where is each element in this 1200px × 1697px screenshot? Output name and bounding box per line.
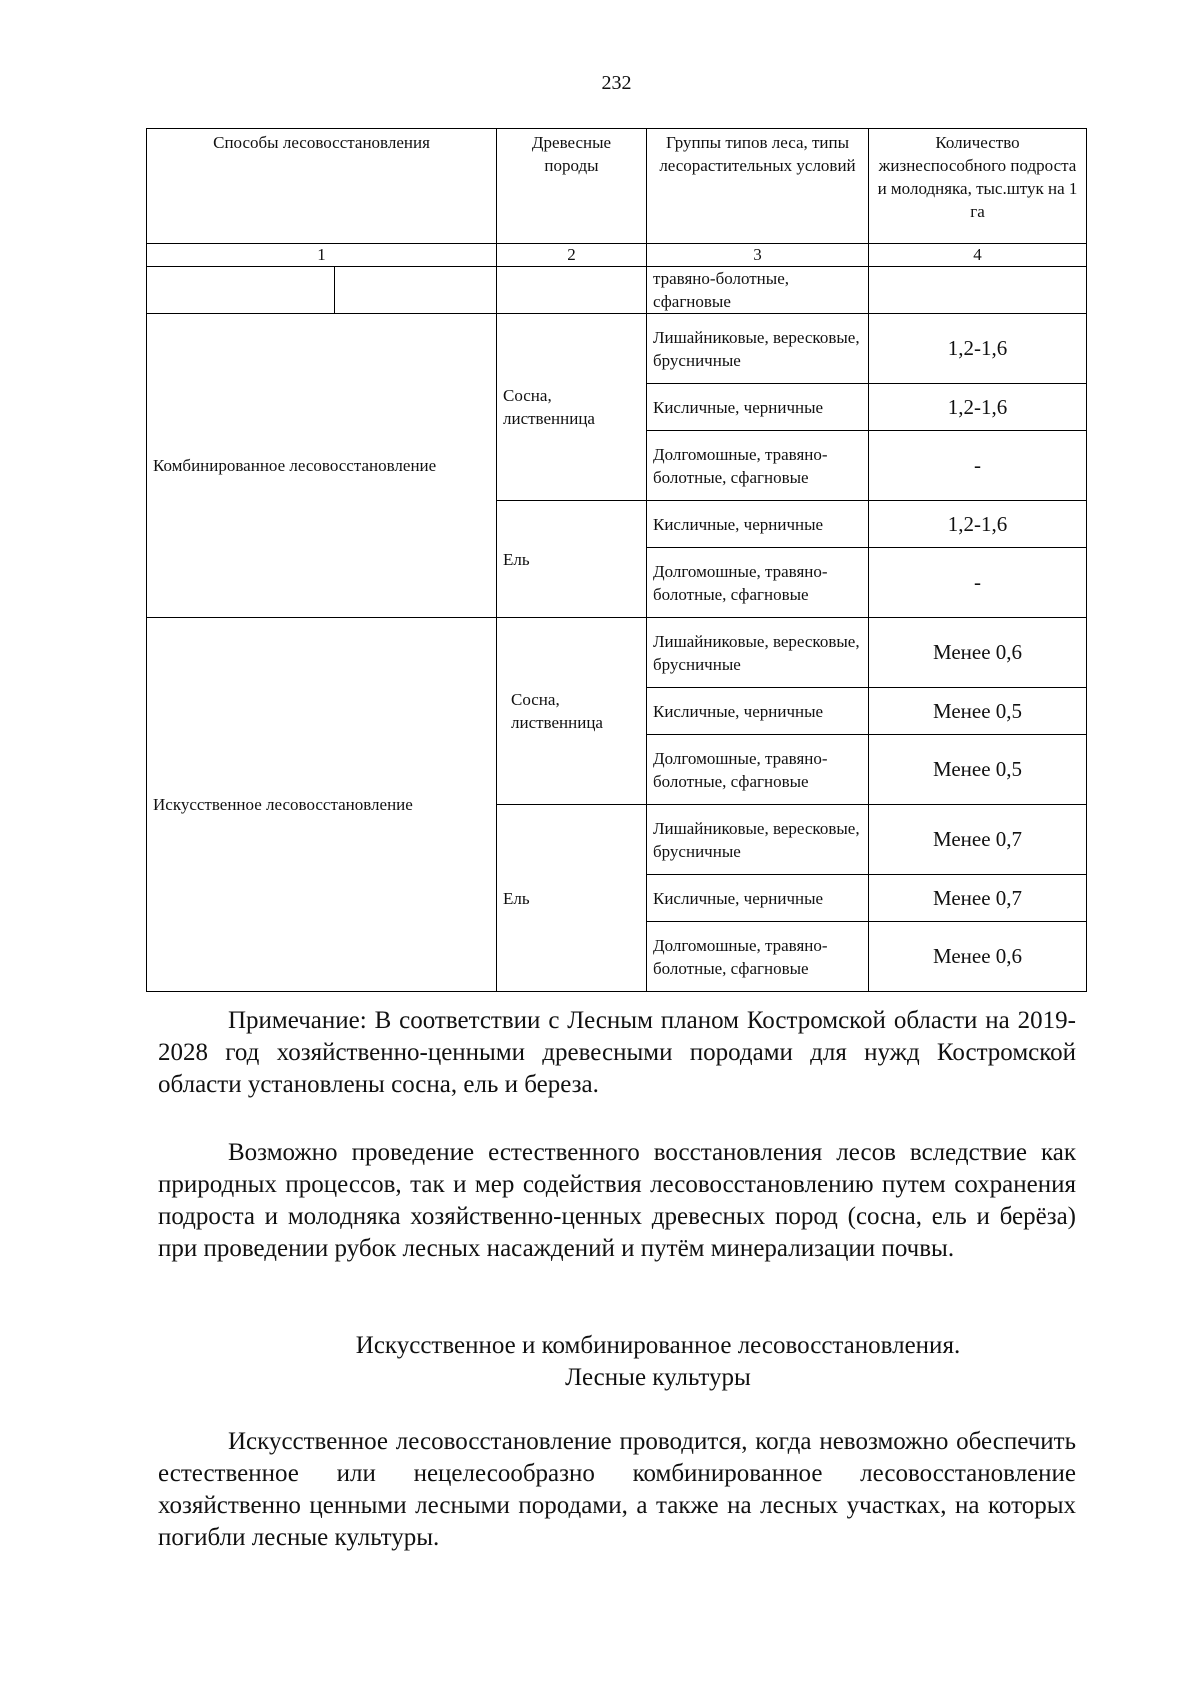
method-combined: Комбинированное лесовосстановление	[147, 314, 497, 618]
header-species: Древесные породы	[497, 129, 647, 244]
method-artificial: Искусственное лесовосстановление	[147, 618, 497, 992]
table-row	[147, 618, 1087, 688]
empty-cell	[497, 267, 647, 314]
forest-types-cell: Кисличные, черничные	[647, 875, 869, 922]
quantity-cell: Менее 0,5	[869, 688, 1087, 735]
species-spruce: Ель	[497, 805, 647, 992]
quantity-cell: 1,2-1,6	[869, 314, 1087, 384]
forest-types-cell: Долгомошные, травяно-болотные, сфагновые	[647, 922, 869, 992]
quantity-cell: Менее 0,6	[869, 618, 1087, 688]
species-pine-larch: Сосна, лиственница	[497, 314, 647, 501]
section-heading	[158, 1330, 1158, 1394]
header-methods: Способы лесовосстановления	[147, 129, 497, 244]
species-pine-larch: Сосна, лиственница	[497, 618, 647, 805]
header-quantity: Количество жизнеспособного подроста и молодняка, тыс.штук на 1 га	[869, 129, 1087, 244]
quantity-cell	[869, 267, 1087, 314]
section-heading-line-2: Лесные культуры	[565, 1364, 751, 1391]
forest-types-cell: Кисличные, черничные	[647, 384, 869, 431]
natural-regeneration-paragraph: Возможно проведение естественного восстановления лесов вследствие как природных процессов, так и мер содействия лесовосстановлению путем сохранения подроста и молодняка хозяйственно-ценных древесных пород (сосна, ель и берёза) при проведении рубок лесных насаждений и путём минерализации почвы.	[158, 1139, 1076, 1262]
quantity-cell: 1,2-1,6	[869, 501, 1087, 548]
forest-types-cell: Долгомошные, травяно-болотные, сфагновые	[647, 735, 869, 805]
quantity-cell: -	[869, 548, 1087, 618]
column-number: 2	[497, 244, 647, 267]
forest-types-cell: Долгомошные, травяно-болотные, сфагновые	[647, 548, 869, 618]
header-forest-types: Группы типов леса, типы лесорастительных условий	[647, 129, 869, 244]
quantity-cell: Менее 0,7	[869, 805, 1087, 875]
quantity-cell: Менее 0,5	[869, 735, 1087, 805]
column-number: 3	[647, 244, 869, 267]
quantity-cell: -	[869, 431, 1087, 501]
table-header-row	[147, 129, 1087, 244]
page-number: 232	[601, 72, 632, 94]
forest-types-cell: Лишайниковые, вересковые, брусничные	[647, 314, 869, 384]
table-row	[147, 267, 1087, 314]
table-row	[147, 314, 1087, 384]
column-number: 1	[147, 244, 497, 267]
column-number-row	[147, 244, 1087, 267]
reforestation-table	[146, 128, 1087, 992]
forest-types-cell: травяно-болотные, сфагновые	[647, 267, 869, 314]
species-spruce: Ель	[497, 501, 647, 618]
forest-types-cell: Лишайниковые, вересковые, брусничные	[647, 805, 869, 875]
quantity-cell: Менее 0,7	[869, 875, 1087, 922]
quantity-cell: Менее 0,6	[869, 922, 1087, 992]
note-paragraph: Примечание: В соответствии с Лесным планом Костромской области на 2019-2028 год хозяйственно-ценными древесными породами для нужд Костромской области установлены сосна, ель и береза.	[158, 1007, 1076, 1098]
forest-types-cell: Долгомошные, травяно-болотные, сфагновые	[647, 431, 869, 501]
empty-cell	[147, 267, 335, 314]
forest-types-cell: Кисличные, черничные	[647, 501, 869, 548]
artificial-reforestation-paragraph: Искусственное лесовосстановление проводится, когда невозможно обеспечить естественное или нецелесообразно комбинированное лесовосстановление хозяйственно ценными лесными породами, а также на лесных участках, на которых погибли лесные культуры.	[158, 1428, 1076, 1551]
section-heading-line-1: Искусственное и комбинированное лесовосстановления.	[355, 1332, 961, 1359]
quantity-cell: 1,2-1,6	[869, 384, 1087, 431]
forest-types-cell: Кисличные, черничные	[647, 688, 869, 735]
forest-types-cell: Лишайниковые, вересковые, брусничные	[647, 618, 869, 688]
column-number: 4	[869, 244, 1087, 267]
empty-cell	[335, 267, 497, 314]
